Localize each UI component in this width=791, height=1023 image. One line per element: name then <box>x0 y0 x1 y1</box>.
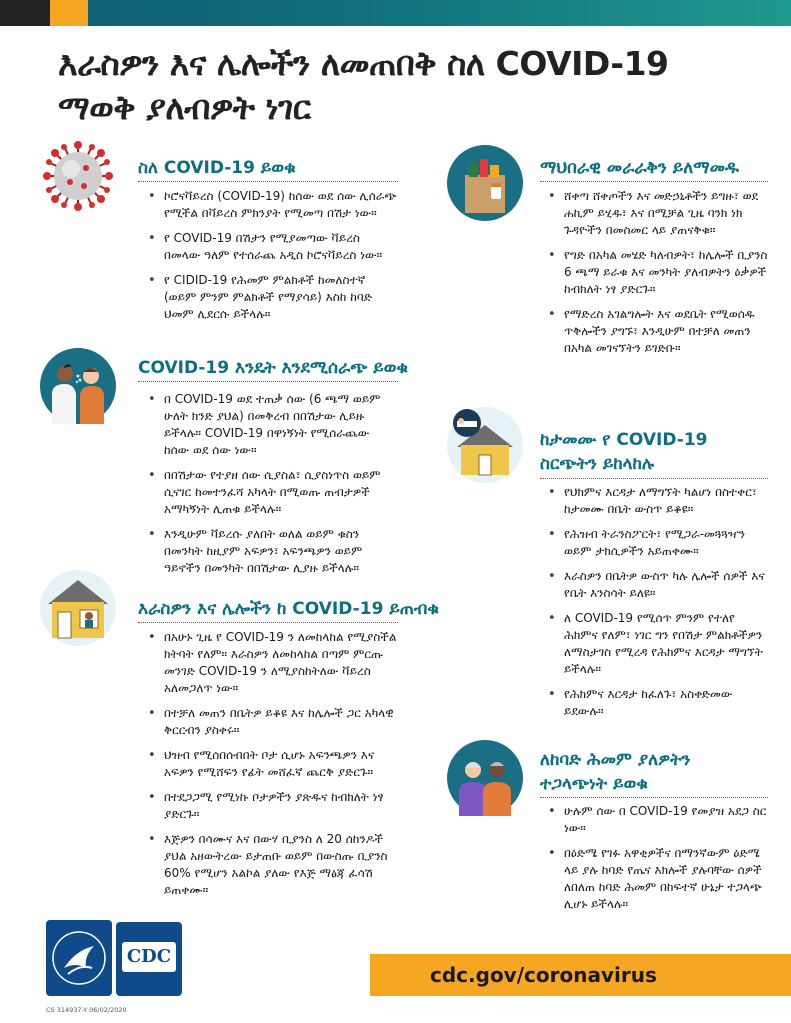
elderly-people-icon <box>447 740 523 816</box>
virus-icon <box>40 138 116 214</box>
bullet-list-spread <box>148 391 398 585</box>
footer-url[interactable]: cdc.gov/coronavirus <box>430 963 657 987</box>
section-title-prevent <box>540 428 708 476</box>
hhs-logo <box>46 920 112 996</box>
bullet-list-know <box>148 188 398 331</box>
document-code: CS 314937-Y 06/02/2020 <box>46 1006 127 1014</box>
section-title-risk-line2: ተጋላጭነት ይወቁ <box>540 774 648 794</box>
page-title <box>58 42 738 130</box>
list-item: • በተቻለ መጠን በቤትዎ ይቆዩ እና ከሌሎች ጋር አካላዊ ቅርርብን ያስቀሩ። <box>148 705 398 739</box>
section-rule-spread <box>138 381 398 382</box>
section-title-prevent-line1: ከታመሙ የ COVID-19 <box>540 430 708 450</box>
grocery-bag-icon <box>447 145 523 221</box>
list-item: • እጅዎን በሳሙና እና በውሃ ቢያንስ ለ 20 ሰከንዶች ያህል አዘውትረው ይታጠቡ ወይም በውስጡ ቢያንስ 60% የሚሆን አልኮል ያለው የእጅ ማፅጃ ፈሳሽ ይጠቀሙ። <box>148 831 398 899</box>
list-item: • በተደጋጋሚ የሚነኩ ቦታዎችን ያጽዱና ከብክለት ነፃ ያድርጉ። <box>148 789 398 823</box>
bullet-list-protect <box>148 629 398 907</box>
people-coughing-icon <box>40 348 116 424</box>
section-rule-risk <box>540 797 768 798</box>
cdc-logo <box>116 922 182 996</box>
section-title-social: ማህበራዊ መራራቅን ይለማመዱ <box>540 158 739 178</box>
section-title-spread: COVID-19 እንዴት እንደሚሰራጭ ይወቁ <box>138 358 408 378</box>
top-banner-orange-block <box>50 0 88 26</box>
section-title-know: ስለ COVID-19 ይወቁ <box>138 158 296 178</box>
house-icon <box>40 570 116 646</box>
section-rule-protect <box>138 622 398 623</box>
section-title-protect: እራስዎን እና ሌሎችን ከ COVID-19 ይጠብቁ <box>138 599 439 619</box>
bullet-list-risk <box>548 803 770 921</box>
list-item: • ሁሉም ሰው በ COVID-19 የመያዝ አደጋ ስር ነው። <box>548 803 770 837</box>
list-item: • ኮሮናቫይረስ (COVID-19) ከሰው ወደ ሰው ሊሰራጭ የሚችል በቫይረስ ምክንያት የሚመጣ በሽታ ነው። <box>148 188 398 222</box>
section-title-prevent-line2: ስርጭትን ይከላከሉ <box>540 454 655 474</box>
section-rule-know <box>138 181 398 182</box>
list-item: • የሕዝብ ትራንስፖርት፣ የሚጋራ-መጓጓዣን ወይም ታክሲዎችን አይጠቀሙ። <box>548 526 770 560</box>
cdc-logo-text: CDC <box>122 942 176 972</box>
section-title-risk <box>540 748 690 796</box>
list-item: • የ COVID-19 በሽታን የሚያመጣው ቫይረስ በመላው ዓለም የተሰራጨ አዲስ ኮሮናቫይረስ ነው። <box>148 230 398 264</box>
bullet-list-social <box>548 188 770 365</box>
list-item: • የሕክምና እርዳታ ከፈለጉ፣ አስቀድመው ይደውሉ። <box>548 686 770 720</box>
list-item: • በአሁኑ ጊዜ የ COVID-19 ን ለመከላከል የሚያስችል ክትባት የለም። እራስዎን ለመከላከል በጣም ምርጡ መንገድ COVID-19 ን ለሚያስከትለው ቫይረስ አለመጋለጥ ነው። <box>148 629 398 697</box>
top-banner-dark-block <box>0 0 50 26</box>
list-item: • በ COVID-19 ወደ ተጠቃ ሰው (6 ጫማ ወይም ሁለት ክንድ ያህል) በመቅረብ በበሽታው ሊይዙ ይችላሉ። COVID-19 በዋነኝነት የሚሰራጨው ከሰው ወደ ሰው ነው። <box>148 391 398 459</box>
list-item: • የህክምና እርዳታ ለማግኘት ካልሆነ በስተቀር፣ ከታመሙ በቤት ውስጥ ይቆዩ። <box>548 484 770 518</box>
list-item: • በበሽታው የተያዘ ሰው ሲያስል፣ ሲያስነጥስ ወይም ሲናገር ከመተንፈሻ አካላት በሚወጡ ጠብታዎች አማካኝነት ሊጠቁ ይችላሉ። <box>148 467 398 518</box>
section-rule-social <box>540 181 768 182</box>
list-item: • ሸቀጣ ሸቀጦችን እና መድኃኒቶችን ይግዙ፣ ወደ ሐኪም ይሂዱ፣ እና በሚቻል ጊዜ ባንክ ነክ ጉዳዮችን በመስመር ላይ ያጠናቅቁ። <box>548 188 770 239</box>
list-item: • ህዝብ የሚሰበሰብበት ቦታ ሲሆኑ አፍንጫዎን እና አፍዎን የሚሸፍን የፊት መሸፈኛ ጨርቅ ያድርጉ። <box>148 747 398 781</box>
list-item: • የማድረስ አገልግሎት እና ወደቤት የሚወሰዱ ጥቅሎችን ያግኙ፣ እንዲሁም በተቻለ መጠን በአካል መገናኘትን ይገድቡ። <box>548 306 770 357</box>
page-title-line1: እራስዎን እና ሌሎችን ለመጠበቅ ስለ COVID-19 <box>58 44 669 83</box>
section-rule-prevent <box>540 478 768 479</box>
bullet-list-prevent <box>548 484 770 728</box>
list-item: • እንዲሁም ቫይረሱ ያለበት ወለል ወይም ቁስን በመንካት ከዚያም አፍዎን፣ አፍንጫዎን ወይም ዓይኖችን በመንካት በበሽታው ሊያዙ ይችላሉ። <box>148 526 398 577</box>
top-banner <box>0 0 791 26</box>
list-item: • የ CIDID-19 የሕመም ምልክቶች ከመለስተኛ (ወይም ምንም ምልክቶች የማያሳይ) እስከ ከባድ ህመም ሊደርሱ ይችላሉ። <box>148 272 398 323</box>
page-title-line2: ማወቅ ያለብዎት ነገር <box>58 88 311 127</box>
list-item: • እራስዎን በቤትዎ ውስጥ ካሉ ሌሎች ሰዎች እና የቤት እንስሳት ይለዩ። <box>548 568 770 602</box>
list-item: • ለ COVID-19 የሚሰጥ ምንም የተለየ ሕክምና የለም፣ ነገር ግን የበሽታ ምልክቶችዎን ለማስታገስ የሚረዳ የሕክምና እርዳታ ማግኘት ይችላሉ። <box>548 610 770 678</box>
sick-person-home-icon <box>447 407 523 483</box>
section-title-risk-line1: ለከባድ ሕመም ያለዎትን <box>540 750 691 770</box>
list-item: • በዕድሜ የገፉ አዋቂዎችና በማንኛውም ዕድሜ ላይ ያሉ ከባድ የጤና እክሎች ያሉባቸው ሰዎች ለበለጠ ከባድ ሕመም በከፍተኛ ሁኔታ ተጋላጭ ሊሆኑ ይችላሉ። <box>548 845 770 913</box>
list-item: • የግድ በአካል መሄድ ካለብዎት፣ ከሌሎች ቢያንስ 6 ጫማ ይራቁ እና መንካት ያለብዎትን ዕቃዎች ከብክለት ነፃ ያድርጉ። <box>548 247 770 298</box>
